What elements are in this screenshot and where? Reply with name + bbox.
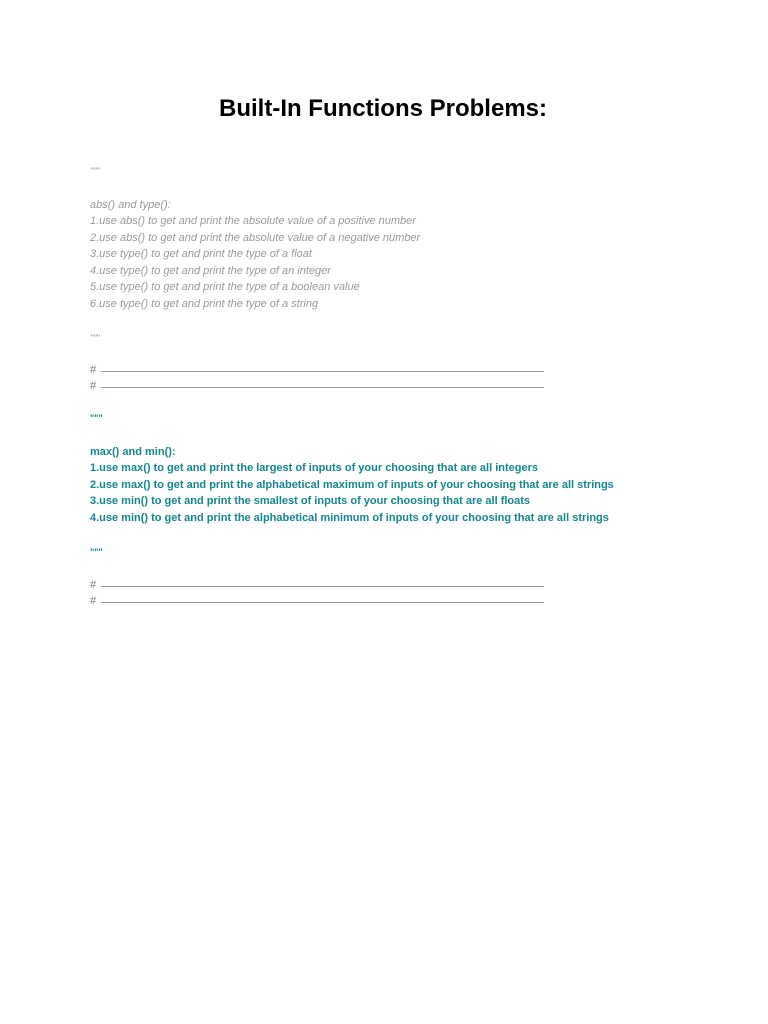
comment-separator — [90, 378, 544, 394]
section-heading-abs-type: abs() and type(): — [90, 199, 171, 211]
comment-separator — [90, 577, 544, 593]
separator-rule — [101, 387, 544, 388]
problem-item: 2.use max() to get and print the alphabetical maximum of inputs of your choosing that are all strings — [90, 479, 614, 491]
docstring-open-quote: """ — [90, 166, 100, 176]
separator-hash: # — [90, 364, 97, 376]
separator-hash: # — [90, 380, 97, 392]
separator-hash: # — [90, 579, 97, 591]
problem-item: 4.use type() to get and print the type of an integer — [90, 265, 331, 277]
comment-separator — [90, 593, 544, 609]
separator-rule — [101, 371, 544, 372]
page-title: Built-In Functions Problems: — [219, 95, 547, 122]
problem-item: 6.use type() to get and print the type of a string — [90, 298, 319, 310]
docstring-close-quote: """ — [90, 547, 103, 557]
problem-item: 1.use abs() to get and print the absolute value of a positive number — [90, 215, 416, 227]
problem-item: 3.use type() to get and print the type of a float — [90, 248, 312, 260]
problem-item: 4.use min() to get and print the alphabetical minimum of inputs of your choosing that are all strings — [90, 512, 609, 524]
separator-rule — [101, 602, 544, 603]
separator-rule — [101, 586, 544, 587]
docstring-open-quote: """ — [90, 413, 103, 423]
section-heading-max-min: max() and min(): — [90, 446, 176, 458]
problem-item: 2.use abs() to get and print the absolute value of a negative number — [90, 232, 421, 244]
comment-separator — [90, 362, 544, 378]
docstring-close-quote: """ — [90, 333, 100, 343]
problem-item: 5.use type() to get and print the type of a boolean value — [90, 281, 360, 293]
separator-hash: # — [90, 595, 97, 607]
problem-item: 1.use max() to get and print the largest of inputs of your choosing that are all integers — [90, 462, 539, 474]
problem-item: 3.use min() to get and print the smallest of inputs of your choosing that are all floats — [90, 495, 531, 507]
